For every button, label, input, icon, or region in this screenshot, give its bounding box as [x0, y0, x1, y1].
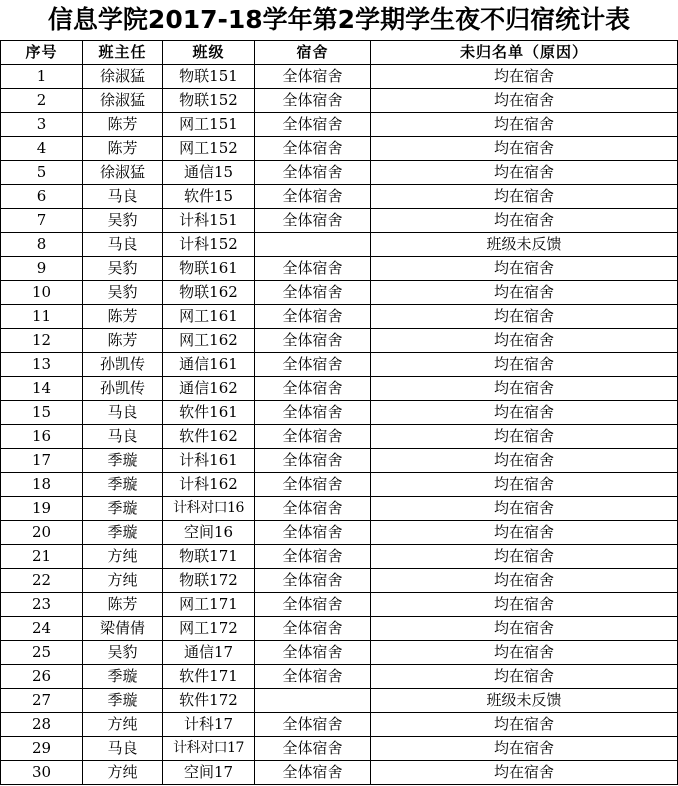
cell-class[interactable]: 计科对口16 — [163, 497, 255, 521]
cell-teacher[interactable]: 方纯 — [83, 713, 163, 737]
cell-class[interactable]: 计科151 — [163, 209, 255, 233]
cell-absent[interactable]: 均在宿舍 — [371, 641, 678, 665]
cell-index[interactable]: 17 — [1, 449, 83, 473]
cell-class[interactable]: 计科对口17 — [163, 737, 255, 761]
cell-class[interactable]: 物联172 — [163, 569, 255, 593]
cell-class[interactable]: 物联161 — [163, 257, 255, 281]
cell-class[interactable]: 通信161 — [163, 353, 255, 377]
cell-teacher[interactable]: 孙凯传 — [83, 377, 163, 401]
cell-class[interactable]: 软件171 — [163, 665, 255, 689]
cell-teacher[interactable]: 吴豹 — [83, 257, 163, 281]
cell-teacher[interactable]: 马良 — [83, 737, 163, 761]
cell-index[interactable]: 29 — [1, 737, 83, 761]
cell-class[interactable]: 计科161 — [163, 449, 255, 473]
table-row — [1, 65, 678, 89]
cell-index[interactable]: 21 — [1, 545, 83, 569]
cell-teacher[interactable]: 陈芳 — [83, 137, 163, 161]
cell-index[interactable]: 15 — [1, 401, 83, 425]
cell-teacher[interactable]: 徐淑猛 — [83, 89, 163, 113]
cell-index[interactable]: 18 — [1, 473, 83, 497]
cell-index[interactable]: 8 — [1, 233, 83, 257]
cell-teacher[interactable]: 马良 — [83, 233, 163, 257]
cell-dorm[interactable]: 全体宿舍 — [255, 113, 371, 137]
cell-dorm[interactable]: 全体宿舍 — [255, 257, 371, 281]
cell-absent[interactable]: 均在宿舍 — [371, 569, 678, 593]
table-row — [1, 521, 678, 545]
cell-dorm[interactable]: 全体宿舍 — [255, 641, 371, 665]
table-row — [1, 401, 678, 425]
cell-index[interactable]: 12 — [1, 329, 83, 353]
cell-index[interactable]: 26 — [1, 665, 83, 689]
cell-index[interactable]: 23 — [1, 593, 83, 617]
table-row — [1, 449, 678, 473]
cell-teacher[interactable]: 季璇 — [83, 665, 163, 689]
table-row — [1, 89, 678, 113]
cell-index[interactable]: 19 — [1, 497, 83, 521]
cell-teacher[interactable]: 吴豹 — [83, 641, 163, 665]
cell-dorm[interactable]: 全体宿舍 — [255, 761, 371, 785]
cell-teacher[interactable]: 季璇 — [83, 449, 163, 473]
cell-class[interactable]: 计科17 — [163, 713, 255, 737]
cell-absent[interactable]: 均在宿舍 — [371, 137, 678, 161]
cell-class[interactable]: 网工172 — [163, 617, 255, 641]
cell-class[interactable]: 物联162 — [163, 281, 255, 305]
table-row — [1, 425, 678, 449]
table-row — [1, 209, 678, 233]
table-row — [1, 689, 678, 713]
cell-dorm[interactable]: 全体宿舍 — [255, 89, 371, 113]
cell-absent[interactable]: 均在宿舍 — [371, 593, 678, 617]
cell-teacher[interactable]: 季璇 — [83, 497, 163, 521]
table-row — [1, 233, 678, 257]
cell-absent[interactable]: 均在宿舍 — [371, 521, 678, 545]
cell-dorm[interactable]: 全体宿舍 — [255, 377, 371, 401]
table-row — [1, 257, 678, 281]
cell-class[interactable]: 计科162 — [163, 473, 255, 497]
cell-index[interactable]: 5 — [1, 161, 83, 185]
cell-absent[interactable]: 均在宿舍 — [371, 761, 678, 785]
cell-absent[interactable]: 均在宿舍 — [371, 305, 678, 329]
cell-class[interactable]: 空间17 — [163, 761, 255, 785]
cell-index[interactable]: 22 — [1, 569, 83, 593]
header-class[interactable]: 班级 — [163, 41, 255, 65]
cell-absent[interactable]: 均在宿舍 — [371, 161, 678, 185]
cell-teacher[interactable]: 吴豹 — [83, 281, 163, 305]
cell-dorm[interactable] — [255, 689, 371, 713]
cell-teacher[interactable]: 孙凯传 — [83, 353, 163, 377]
cell-dorm[interactable]: 全体宿舍 — [255, 209, 371, 233]
cell-dorm[interactable]: 全体宿舍 — [255, 713, 371, 737]
cell-class[interactable]: 软件161 — [163, 401, 255, 425]
cell-dorm[interactable]: 全体宿舍 — [255, 353, 371, 377]
cell-absent[interactable]: 均在宿舍 — [371, 329, 678, 353]
cell-index[interactable]: 16 — [1, 425, 83, 449]
table-row — [1, 569, 678, 593]
table-header-row — [1, 41, 678, 65]
cell-class[interactable]: 网工162 — [163, 329, 255, 353]
cell-dorm[interactable]: 全体宿舍 — [255, 401, 371, 425]
cell-dorm[interactable]: 全体宿舍 — [255, 137, 371, 161]
cell-index[interactable]: 9 — [1, 257, 83, 281]
header-dorm[interactable]: 宿舍 — [255, 41, 371, 65]
cell-absent[interactable]: 均在宿舍 — [371, 617, 678, 641]
table-row — [1, 473, 678, 497]
table-row — [1, 665, 678, 689]
cell-dorm[interactable]: 全体宿舍 — [255, 65, 371, 89]
cell-class[interactable]: 软件172 — [163, 689, 255, 713]
cell-teacher[interactable]: 梁倩倩 — [83, 617, 163, 641]
table-row — [1, 161, 678, 185]
cell-absent[interactable]: 均在宿舍 — [371, 449, 678, 473]
cell-teacher[interactable]: 方纯 — [83, 569, 163, 593]
cell-dorm[interactable]: 全体宿舍 — [255, 425, 371, 449]
cell-index[interactable]: 3 — [1, 113, 83, 137]
cell-class[interactable]: 计科152 — [163, 233, 255, 257]
cell-index[interactable]: 4 — [1, 137, 83, 161]
cell-absent[interactable]: 均在宿舍 — [371, 257, 678, 281]
cell-class[interactable]: 网工151 — [163, 113, 255, 137]
cell-index[interactable]: 28 — [1, 713, 83, 737]
cell-class[interactable]: 物联152 — [163, 89, 255, 113]
cell-teacher[interactable]: 徐淑猛 — [83, 65, 163, 89]
cell-absent[interactable]: 均在宿舍 — [371, 65, 678, 89]
table-row — [1, 353, 678, 377]
cell-absent[interactable]: 均在宿舍 — [371, 209, 678, 233]
cell-index[interactable]: 14 — [1, 377, 83, 401]
cell-absent[interactable]: 均在宿舍 — [371, 473, 678, 497]
cell-class[interactable]: 通信17 — [163, 641, 255, 665]
cell-class[interactable]: 软件15 — [163, 185, 255, 209]
cell-teacher[interactable]: 陈芳 — [83, 329, 163, 353]
table-row — [1, 281, 678, 305]
cell-dorm[interactable]: 全体宿舍 — [255, 593, 371, 617]
cell-index[interactable]: 30 — [1, 761, 83, 785]
table-row — [1, 737, 678, 761]
table-row — [1, 377, 678, 401]
cell-dorm[interactable]: 全体宿舍 — [255, 329, 371, 353]
table-row — [1, 761, 678, 785]
cell-teacher[interactable]: 徐淑猛 — [83, 161, 163, 185]
cell-dorm[interactable]: 全体宿舍 — [255, 281, 371, 305]
cell-index[interactable]: 27 — [1, 689, 83, 713]
cell-absent[interactable]: 均在宿舍 — [371, 497, 678, 521]
cell-index[interactable]: 24 — [1, 617, 83, 641]
cell-teacher[interactable]: 陈芳 — [83, 593, 163, 617]
table-row — [1, 545, 678, 569]
cell-dorm[interactable]: 全体宿舍 — [255, 545, 371, 569]
cell-absent[interactable]: 均在宿舍 — [371, 113, 678, 137]
table-row — [1, 497, 678, 521]
cell-teacher[interactable]: 方纯 — [83, 761, 163, 785]
cell-absent[interactable]: 均在宿舍 — [371, 713, 678, 737]
cell-absent[interactable]: 均在宿舍 — [371, 89, 678, 113]
cell-teacher[interactable]: 季璇 — [83, 521, 163, 545]
cell-index[interactable]: 7 — [1, 209, 83, 233]
cell-index[interactable]: 1 — [1, 65, 83, 89]
cell-absent[interactable]: 均在宿舍 — [371, 665, 678, 689]
cell-dorm[interactable]: 全体宿舍 — [255, 617, 371, 641]
cell-dorm[interactable]: 全体宿舍 — [255, 665, 371, 689]
cell-absent[interactable]: 班级未反馈 — [371, 689, 678, 713]
table-row — [1, 113, 678, 137]
cell-dorm[interactable]: 全体宿舍 — [255, 569, 371, 593]
table-row — [1, 137, 678, 161]
cell-class[interactable]: 网工161 — [163, 305, 255, 329]
table-row — [1, 617, 678, 641]
cell-absent[interactable]: 均在宿舍 — [371, 737, 678, 761]
cell-class[interactable]: 网工152 — [163, 137, 255, 161]
cell-absent[interactable]: 均在宿舍 — [371, 401, 678, 425]
table-row — [1, 641, 678, 665]
table-row — [1, 713, 678, 737]
cell-index[interactable]: 2 — [1, 89, 83, 113]
cell-absent[interactable]: 均在宿舍 — [371, 377, 678, 401]
cell-dorm[interactable] — [255, 233, 371, 257]
cell-absent[interactable]: 均在宿舍 — [371, 353, 678, 377]
cell-dorm[interactable]: 全体宿舍 — [255, 521, 371, 545]
cell-teacher[interactable]: 陈芳 — [83, 305, 163, 329]
cell-index[interactable]: 25 — [1, 641, 83, 665]
cell-teacher[interactable]: 季璇 — [83, 689, 163, 713]
table-row — [1, 305, 678, 329]
table-body — [1, 65, 678, 785]
header-index[interactable]: 序号 — [1, 41, 83, 65]
table-row — [1, 185, 678, 209]
cell-class[interactable]: 物联151 — [163, 65, 255, 89]
cell-dorm[interactable]: 全体宿舍 — [255, 473, 371, 497]
cell-index[interactable]: 20 — [1, 521, 83, 545]
cell-dorm[interactable]: 全体宿舍 — [255, 161, 371, 185]
cell-absent[interactable]: 班级未反馈 — [371, 233, 678, 257]
cell-dorm[interactable]: 全体宿舍 — [255, 305, 371, 329]
cell-teacher[interactable]: 陈芳 — [83, 113, 163, 137]
cell-class[interactable]: 物联171 — [163, 545, 255, 569]
cell-teacher[interactable]: 季璇 — [83, 473, 163, 497]
cell-absent[interactable]: 均在宿舍 — [371, 545, 678, 569]
table-row — [1, 593, 678, 617]
cell-absent[interactable]: 均在宿舍 — [371, 185, 678, 209]
cell-teacher[interactable]: 马良 — [83, 425, 163, 449]
attendance-table — [0, 40, 678, 785]
cell-class[interactable]: 网工171 — [163, 593, 255, 617]
cell-absent[interactable]: 均在宿舍 — [371, 425, 678, 449]
cell-dorm[interactable]: 全体宿舍 — [255, 185, 371, 209]
cell-teacher[interactable]: 马良 — [83, 185, 163, 209]
cell-teacher[interactable]: 马良 — [83, 401, 163, 425]
cell-teacher[interactable]: 吴豹 — [83, 209, 163, 233]
header-absent[interactable]: 未归名单（原因） — [371, 41, 678, 65]
header-teacher[interactable]: 班主任 — [83, 41, 163, 65]
cell-index[interactable]: 13 — [1, 353, 83, 377]
cell-dorm[interactable]: 全体宿舍 — [255, 737, 371, 761]
cell-dorm[interactable]: 全体宿舍 — [255, 497, 371, 521]
cell-class[interactable]: 通信162 — [163, 377, 255, 401]
table-row — [1, 329, 678, 353]
cell-index[interactable]: 10 — [1, 281, 83, 305]
cell-absent[interactable]: 均在宿舍 — [371, 281, 678, 305]
cell-dorm[interactable]: 全体宿舍 — [255, 449, 371, 473]
cell-class[interactable]: 通信15 — [163, 161, 255, 185]
sheet-title: 信息学院2017-18学年第2学期学生夜不归宿统计表 — [47, 5, 631, 34]
cell-index[interactable]: 6 — [1, 185, 83, 209]
cell-class[interactable]: 空间16 — [163, 521, 255, 545]
cell-class[interactable]: 软件162 — [163, 425, 255, 449]
cell-teacher[interactable]: 方纯 — [83, 545, 163, 569]
cell-index[interactable]: 11 — [1, 305, 83, 329]
